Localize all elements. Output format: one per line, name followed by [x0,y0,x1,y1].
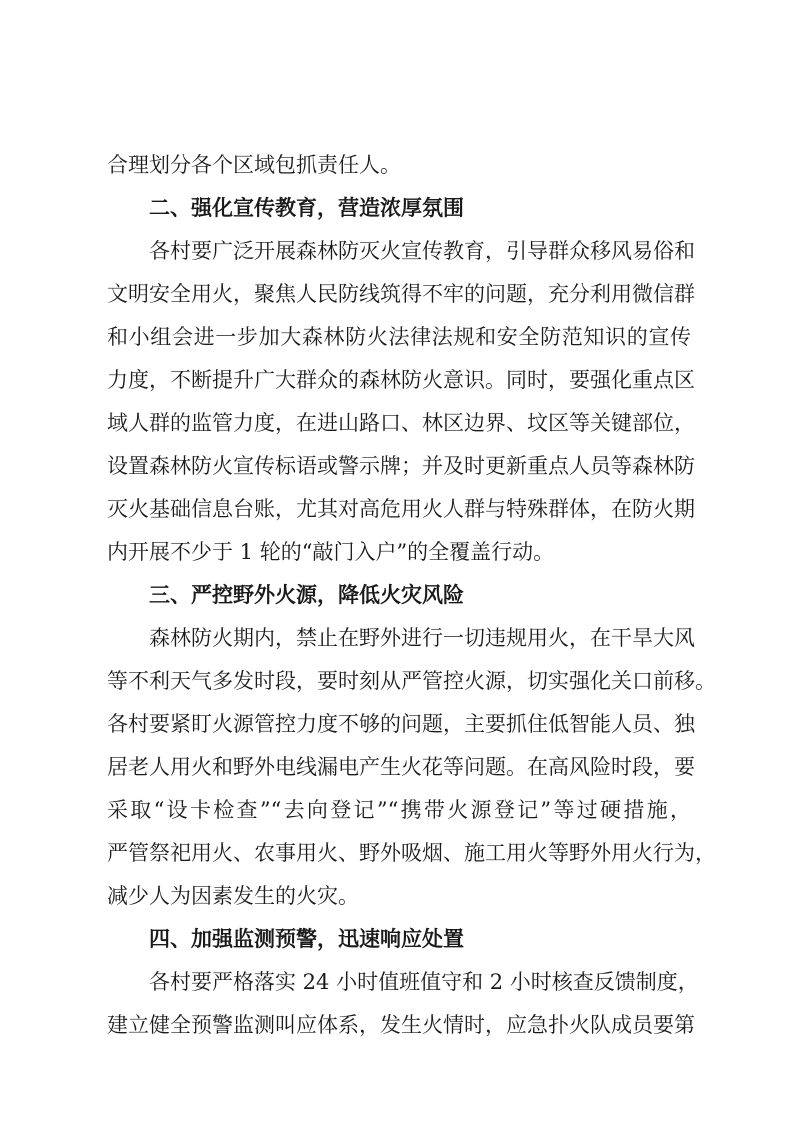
paragraph-line: 等不利天气多发时段，要时刻从严管控火源，切实强化关口前移。 [107,669,716,693]
paragraph-2 [107,230,695,574]
paragraph-4 [107,961,699,1047]
paragraph-line: 各村要广泛开展森林防灭火宣传教育，引导群众移风易俗和 [149,239,695,263]
paragraph-line: 严管祭祀用火、农事用火、野外吸烟、施工用火等野外用火行为， [107,841,716,865]
paragraph-line: 设置森林防火宣传标语或警示牌；并及时更新重点人员等森林防 [107,454,695,478]
paragraph-line: 内开展不少于 1 轮的“敲门入户”的全覆盖行动。 [107,540,555,564]
paragraph-line: 域人群的监管力度，在进山路口、林区边界、坟区等关键部位， [107,411,695,435]
document-page [107,144,716,1047]
section-heading-4: 四、加强监测预警，迅速响应处置 [149,927,464,951]
paragraph-line: 灭火基础信息台账，尤其对高危用火人群与特殊群体，在防火期 [107,497,695,521]
paragraph-line: 减少人为因素发生的火灾。 [107,884,359,908]
paragraph-line: 各村要严格落实 24 小时值班值守和 2 小时核查反馈制度， [149,970,699,994]
paragraph-line: 建立健全预警监测叫应体系，发生火情时，应急扑火队成员要第 [107,1013,695,1037]
paragraph-line: 各村要紧盯火源管控力度不够的问题，主要抓住低智能人员、独 [107,712,695,736]
paragraph-line: 采取“设卡检查”“去向登记”“携带火源登记”等过硬措施， [107,798,691,822]
paragraph-line: 森林防火期内，禁止在野外进行一切违规用火，在干旱大风 [149,626,695,650]
paragraph-line: 和小组会进一步加大森林防火法律法规和安全防范知识的宣传 [107,325,691,349]
paragraph-3 [107,617,716,918]
section-heading-2: 二、强化宣传教育，营造浓厚氛围 [149,196,464,220]
section-heading-3: 三、严控野外火源，降低火灾风险 [149,583,464,607]
paragraph-line: 居老人用火和野外电线漏电产生火花等问题。在高风险时段，要 [107,755,695,779]
paragraph-line: 文明安全用火，聚焦人民防线筑得不牢的问题，充分利用微信群 [107,282,695,306]
paragraph-line: 合理划分各个区域包抓责任人。 [107,153,401,177]
paragraph-line: 力度，不断提升广大群众的森林防火意识。同时，要强化重点区 [107,368,695,392]
